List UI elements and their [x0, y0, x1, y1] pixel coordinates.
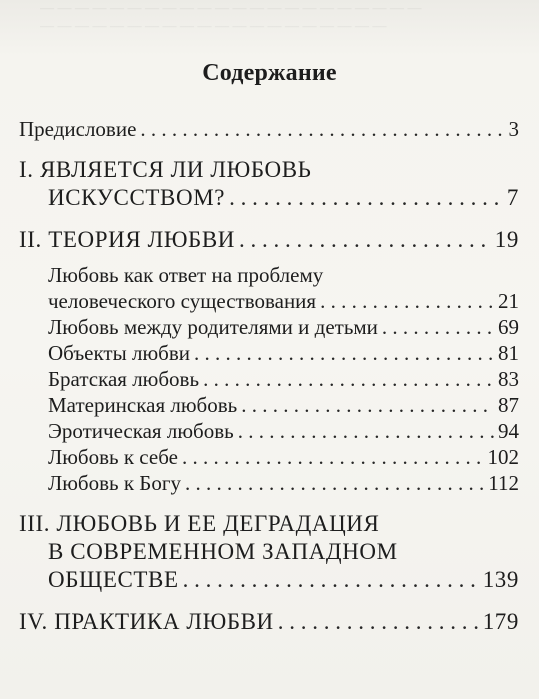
- toc-subentry[interactable]: [48, 366, 519, 392]
- toc-page-number: 87: [498, 393, 519, 417]
- toc-entry-title-line: ОБЩЕСТВЕ: [48, 567, 179, 592]
- toc-entry-title: Любовь между родителями и детьми: [48, 315, 378, 339]
- toc-page-number: 81: [498, 341, 519, 365]
- toc-entry-title-line: В СОВРЕМЕННОМ ЗАПАДНОМ: [48, 539, 398, 564]
- toc-entry-chapter-2[interactable]: [19, 226, 519, 254]
- toc-page-number: 3: [508, 117, 519, 141]
- toc-page-number: 102: [487, 445, 519, 469]
- leader-dots: [194, 340, 494, 366]
- toc-entry-title-line: Любовь как ответ на проблему: [48, 263, 324, 287]
- toc-subentries: [19, 262, 519, 496]
- leader-dots: [239, 226, 491, 254]
- toc-page-number: 179: [482, 609, 519, 634]
- leader-dots: [382, 314, 494, 340]
- leader-dots: [140, 116, 504, 142]
- leader-dots: [185, 470, 484, 496]
- toc-entry-title-line: III. ЛЮБОВЬ И ЕЕ ДЕГРАДАЦИЯ: [19, 511, 380, 536]
- show-through-text-bottom: [40, 628, 500, 699]
- toc-entry-title: Эротическая любовь: [48, 419, 234, 443]
- toc-page-number: 7: [506, 185, 519, 210]
- toc-subentry[interactable]: [48, 392, 519, 418]
- toc-subentry[interactable]: [48, 418, 519, 444]
- toc-page-number: 21: [498, 289, 519, 313]
- toc-entry-title: Любовь к Богу: [48, 471, 181, 495]
- show-through-text-top: — — — — — — — — — — — — — — — — — — — — — — — — — — — — — — — — — — — — — — — — — —: [40, 1, 422, 34]
- table-of-contents: [19, 116, 519, 636]
- toc-subentry[interactable]: [48, 444, 519, 470]
- toc-entry-title: Предисловие: [19, 117, 137, 141]
- leader-dots: [320, 288, 494, 314]
- toc-page-number: 112: [488, 471, 519, 495]
- toc-entry-title: Объекты любви: [48, 341, 190, 365]
- toc-subentry[interactable]: [48, 340, 519, 366]
- toc-page-number: 69: [498, 315, 519, 339]
- toc-page-number: 83: [498, 367, 519, 391]
- toc-entry-title: Материнская любовь: [48, 393, 238, 417]
- toc-entry-chapter-3[interactable]: [19, 510, 519, 594]
- leader-dots: [229, 184, 503, 212]
- toc-entry-title-line: человеческого существования: [48, 289, 317, 313]
- toc-entry-title-line: ИСКУССТВОМ?: [48, 185, 226, 210]
- toc-page-number: 94: [498, 419, 519, 443]
- leader-dots: [241, 392, 494, 418]
- toc-entry-title-line: I. ЯВЛЯЕТСЯ ЛИ ЛЮБОВЬ: [19, 157, 312, 182]
- toc-entry-title: IV. ПРАКТИКА ЛЮБВИ: [19, 609, 274, 634]
- toc-entry-title: II. ТЕОРИЯ ЛЮБВИ: [19, 227, 236, 252]
- page-title: Содержание: [202, 60, 337, 86]
- toc-page-number: 19: [494, 227, 519, 252]
- toc-subentry[interactable]: [48, 262, 519, 314]
- toc-entry-preface[interactable]: [19, 116, 519, 142]
- toc-entry-title: Братская любовь: [48, 367, 200, 391]
- leader-dots: [203, 366, 494, 392]
- leader-dots: [183, 566, 479, 594]
- leader-dots: [238, 418, 494, 444]
- toc-subentry[interactable]: [48, 470, 519, 496]
- toc-entry-title: Любовь к себе: [48, 445, 178, 469]
- toc-entry-chapter-1[interactable]: [19, 156, 519, 212]
- toc-subentry[interactable]: [48, 314, 519, 340]
- toc-page-number: 139: [482, 567, 519, 592]
- leader-dots: [182, 444, 484, 470]
